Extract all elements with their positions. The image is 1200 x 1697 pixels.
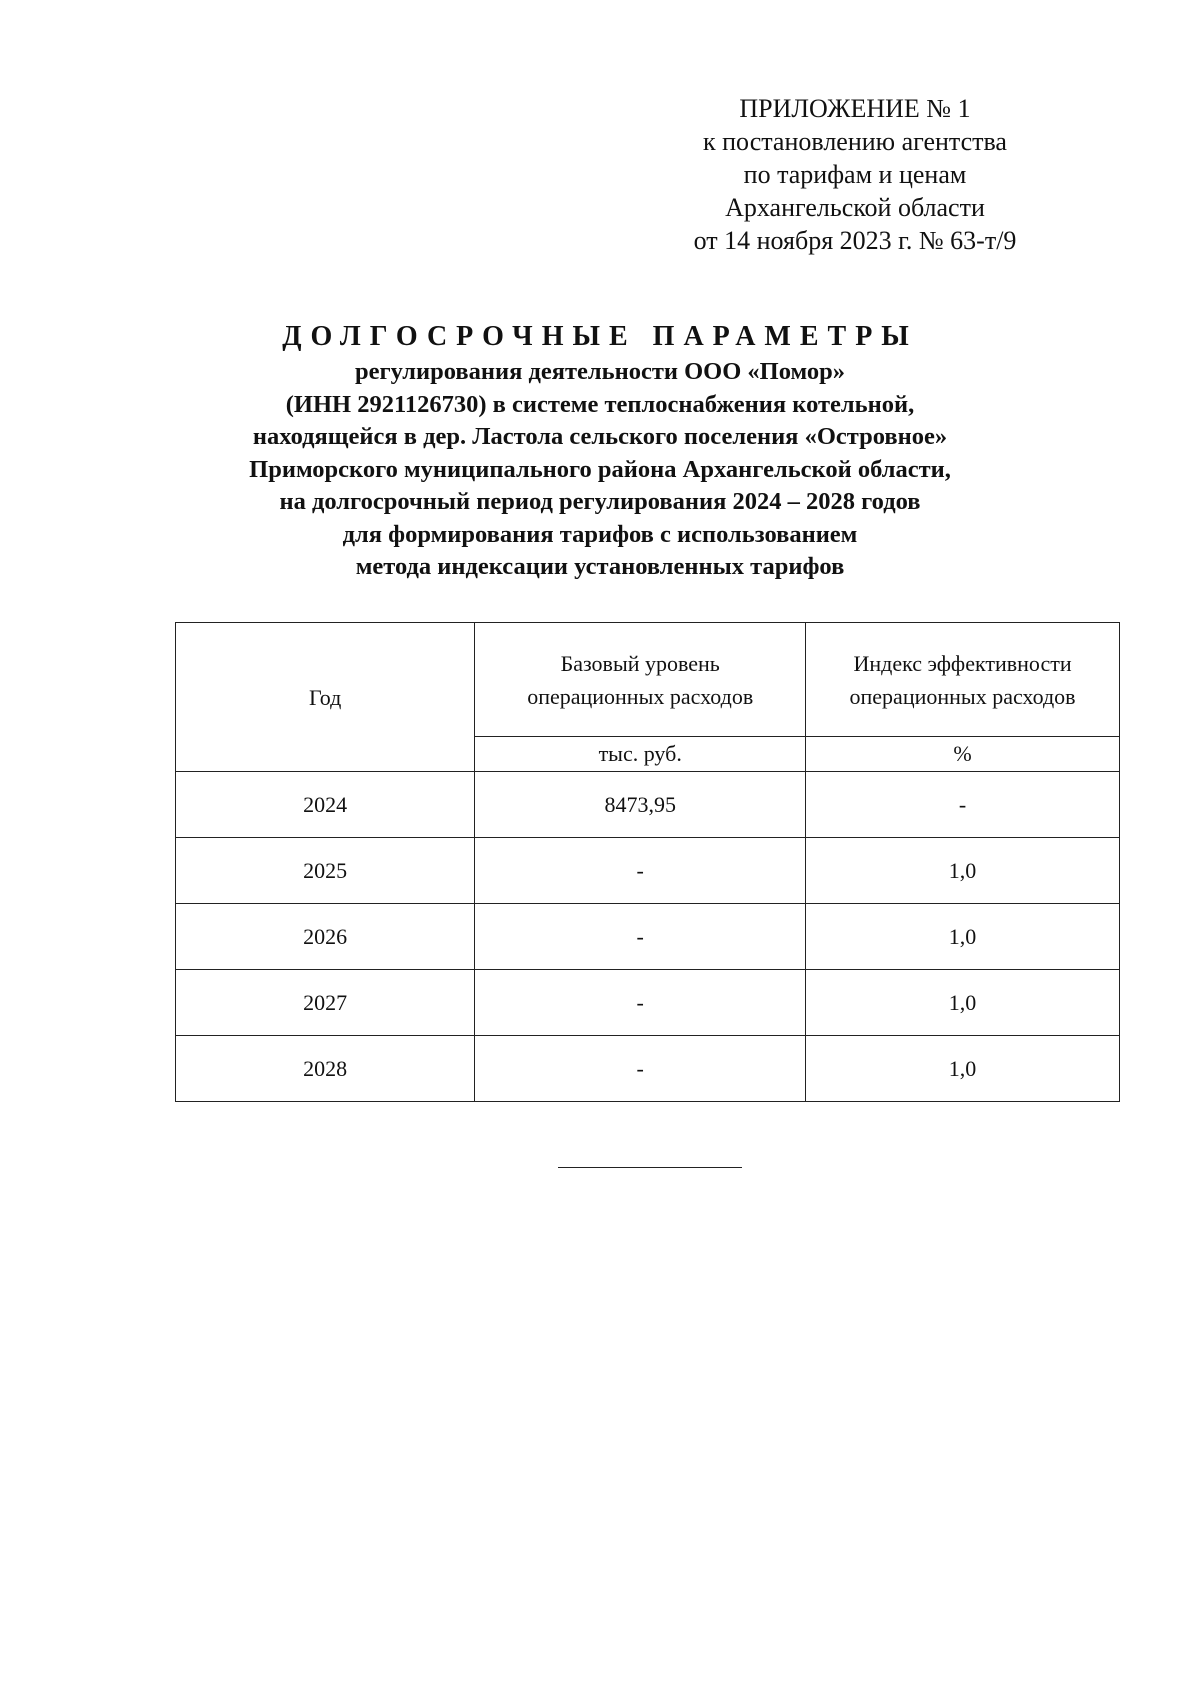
table-row [176, 904, 1120, 970]
cell-index: 1,0 [806, 1036, 1120, 1102]
appendix-region: Архангельской области [725, 193, 985, 222]
unit-base: тыс. руб. [475, 737, 806, 772]
title-main: ДОЛГОСРОЧНЫЕ ПАРАМЕТРЫ [282, 321, 918, 352]
title-line-5: на долгосрочный период регулирования 2024 – 2028 годов [279, 488, 921, 515]
title-line-1: регулирования деятельности ООО «Помор» [354, 358, 845, 385]
table-row [176, 970, 1120, 1036]
appendix-number: ПРИЛОЖЕНИЕ № 1 [739, 94, 971, 123]
title-line-2: (ИНН 2921126730) в системе теплоснабжения котельной, [285, 390, 915, 418]
cell-index: 1,0 [806, 838, 1120, 904]
cell-index: - [806, 772, 1120, 838]
appendix-header [640, 92, 1070, 257]
title-line-7: метода индексации установленных тарифов [355, 553, 845, 580]
cell-index: 1,0 [806, 970, 1120, 1036]
parameters-table [175, 622, 1120, 1102]
cell-base: - [475, 904, 806, 970]
cell-year: 2027 [176, 970, 475, 1036]
header-base-line-1: Базовый уровень [560, 650, 720, 676]
cell-year: 2024 [176, 772, 475, 838]
cell-base: 8473,95 [475, 772, 806, 838]
document-title [150, 318, 1050, 584]
cell-base: - [475, 838, 806, 904]
cell-index: 1,0 [806, 904, 1120, 970]
title-line-4: Приморского муниципального района Архангельской области, [249, 455, 951, 483]
appendix-date-number: от 14 ноября 2023 г. № 63-т/9 [693, 226, 1017, 255]
table-row [176, 1036, 1120, 1102]
header-index-line-2: операционных расходов [849, 683, 1076, 709]
unit-index: % [806, 737, 1120, 772]
header-base-line-2: операционных расходов [527, 683, 754, 709]
cell-year: 2026 [176, 904, 475, 970]
table-row [176, 838, 1120, 904]
cell-base: - [475, 1036, 806, 1102]
closing-line [558, 1167, 742, 1168]
cell-year: 2025 [176, 838, 475, 904]
appendix-agency: по тарифам и ценам [743, 160, 967, 189]
header-index-line-1: Индекс эффективности [853, 650, 1072, 676]
title-line-6: для формирования тарифов с использованием [342, 520, 858, 548]
title-line-3: находящейся в дер. Ластола сельского поселения «Островное» [252, 423, 948, 450]
header-base-level [475, 623, 806, 737]
header-efficiency-index [806, 623, 1120, 737]
cell-year: 2028 [176, 1036, 475, 1102]
table-header-row [176, 623, 1120, 737]
header-year: Год [176, 623, 475, 772]
cell-base: - [475, 970, 806, 1036]
table-row [176, 772, 1120, 838]
appendix-reference: к постановлению агентства [703, 127, 1007, 156]
